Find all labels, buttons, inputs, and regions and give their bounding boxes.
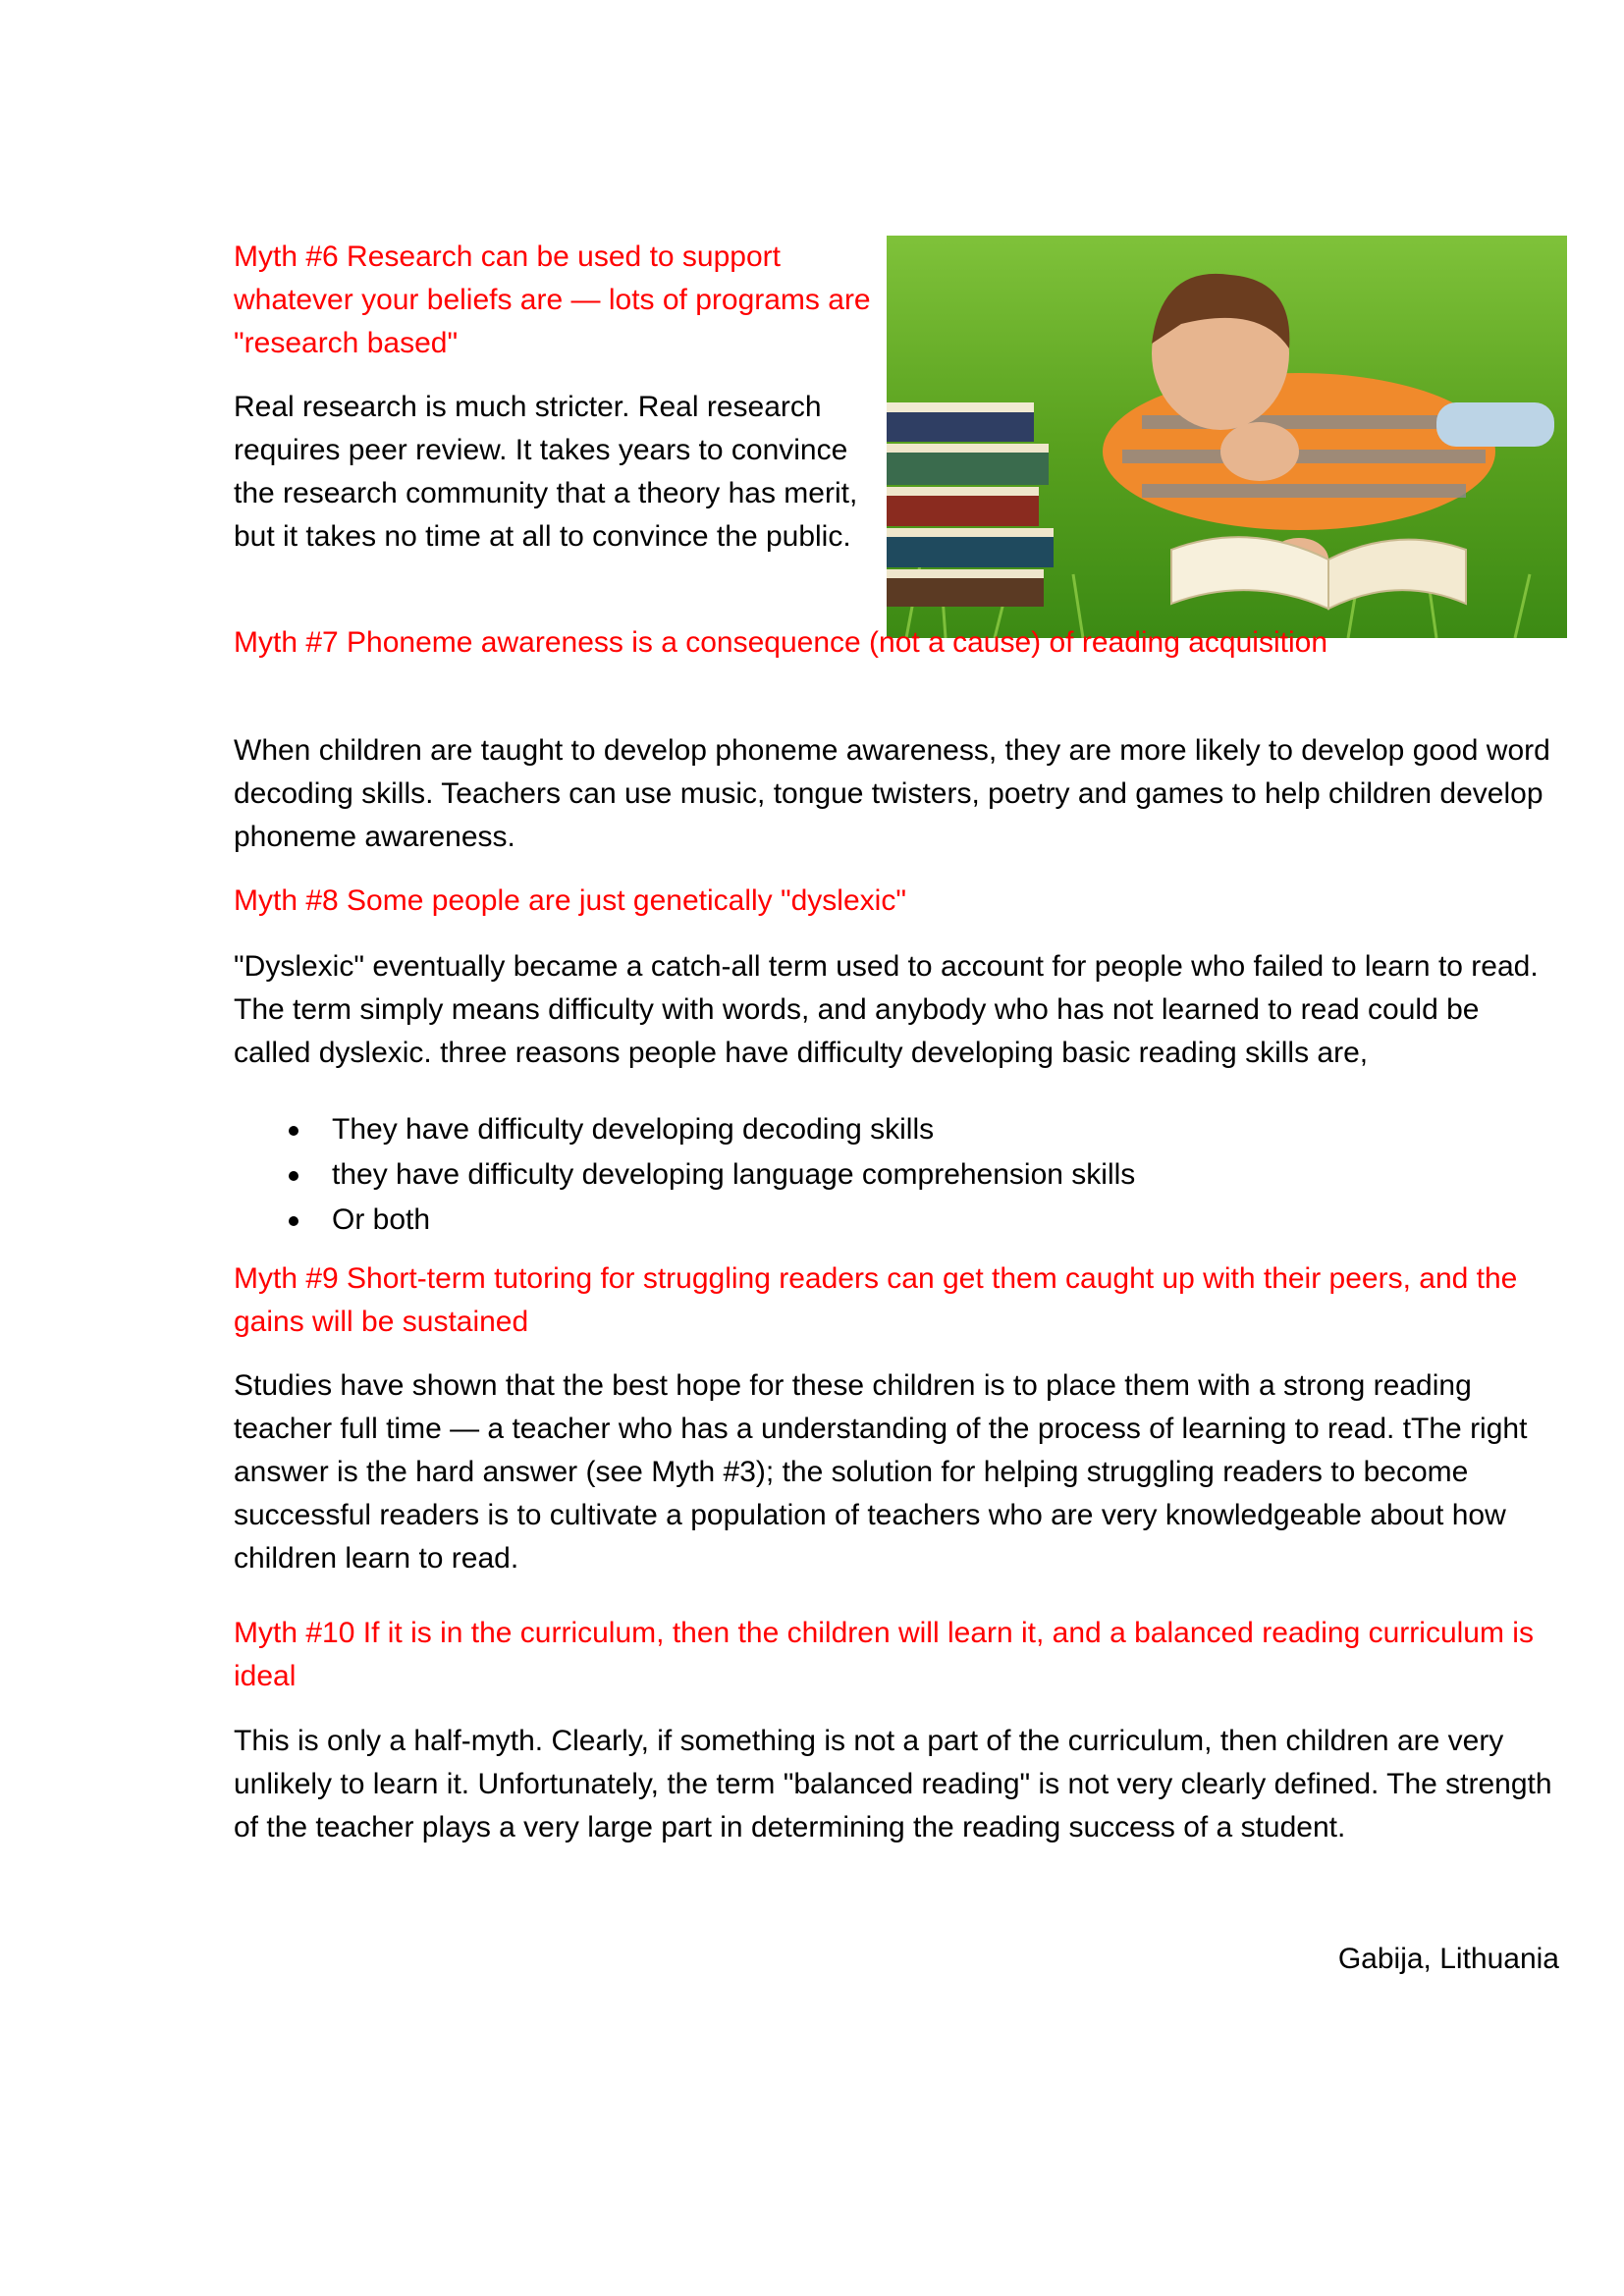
list-item: they have difficulty developing language comprehension skills: [234, 1152, 1510, 1198]
myth7-heading: Myth #7 Phoneme awareness is a consequence (not a cause) of reading acquisition: [234, 626, 1327, 659]
reasons-list: [234, 1107, 1510, 1243]
myth6-heading: Myth #6 Research can be used to support whatever your beliefs are — lots of programs are "research based": [234, 240, 871, 359]
myth9-heading: Myth #9 Short-term tutoring for struggling readers can get them caught up with their peers, and the gains will be sustained: [234, 1262, 1518, 1338]
boy-reading-photo: [887, 236, 1567, 638]
myth10-body: This is only a half-myth. Clearly, if something is not a part of the curriculum, then children are very unlikely to learn it. Unfortunately, the term "balanced reading" is not very clearly defined. The strength of the teacher plays a very large part in determining the reading success of a student.: [234, 1725, 1552, 1843]
myth7-body: When children are taught to develop phoneme awareness, they are more likely to develop good word decoding skills. Teachers can use music, tongue twisters, poetry and games to help children develop phoneme awareness.: [234, 734, 1550, 853]
list-item: Or both: [234, 1198, 1510, 1243]
author-signature: Gabija, Lithuania: [1337, 1943, 1559, 1975]
myth9-body: Studies have shown that the best hope for these children is to place them with a strong reading teacher full time — a teacher who has a understanding of the process of learning to read. tThe right answer is the hard answer (see Myth #3); the solution for helping struggling readers to become successful readers is to cultivate a population of teachers who are very knowledgeable about how children learn to read.: [234, 1369, 1528, 1575]
myth8-heading: Myth #8 Some people are just genetically "dyslexic": [234, 884, 906, 917]
myth8-body: "Dyslexic" eventually became a catch-all term used to account for people who failed to learn to read. The term simply means difficulty with words, and anybody who has not learned to read could be called dyslexic. three reasons people have difficulty developing basic reading skills are,: [234, 950, 1539, 1069]
myth6-body: Real research is much stricter. Real research requires peer review. It takes years to convince the research community that a theory has merit, but it takes no time at all to convince the public.: [234, 391, 858, 553]
list-item: They have difficulty developing decoding skills: [234, 1107, 1510, 1152]
myth10-heading: Myth #10 If it is in the curriculum, then the children will learn it, and a balanced reading curriculum is ideal: [234, 1617, 1534, 1692]
